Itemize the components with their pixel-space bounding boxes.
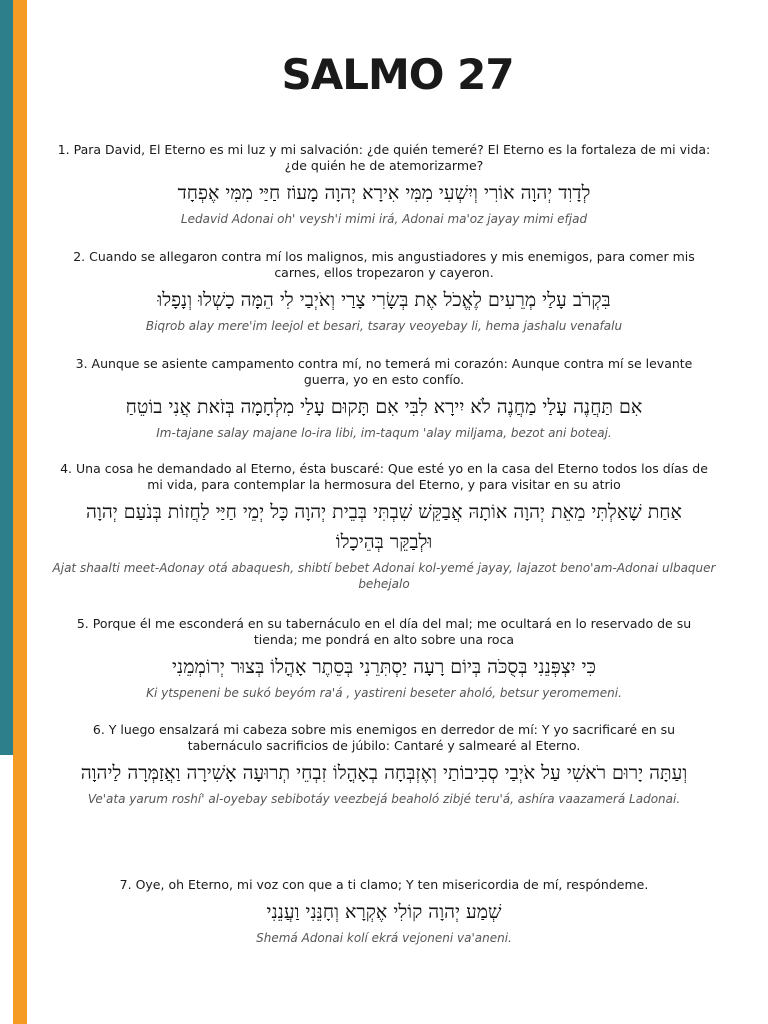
verse-hebrew: אִם תַּחֲנֶה עָלַי מַחֲנֶה לֹא יִירָא לִבִּי אִם תָּקוּם עָלַי מִלְחָמָה בְּזֹאת אֲנִי בוֹטֵחַ [125, 396, 643, 418]
verse-7 [50, 877, 718, 946]
verse-spanish: 1. Para David, El Eterno es mi luz y mi salvación: ¿de quién temeré? El Eterno es la fortaleza de mi vida: ¿de quién he de atemorizarme? [57, 142, 711, 173]
verse-hebrew: שְׁמַע יְהוָה קוֹלִי אֶקְרָא וְחָנֵּנִי וַעֲנֵנִי [266, 901, 502, 923]
verse-transliteration: Ajat shaalti meet-Adonay otá abaquesh, shibtí bebet Adonai kol-yemé jayay, lajazot beno'am-Adonai ulbaquer behejalo [52, 561, 716, 591]
verse-hebrew: וְעַתָּה יָרוּם רֹאשִׁי עַל אֹיְבַי סְבִיבוֹתַי וְאֶזְבְּחָה בְאָהֳלוֹ זִבְחֵי תְרוּעָה אָשִׁירָה וַאֲזַמְּרָה לַיהוָה [80, 762, 688, 784]
verse-5 [50, 616, 718, 701]
verse-spanish: 6. Y luego ensalzará mi cabeza sobre mis enemigos en derredor de mí: Y yo sacrificaré en su tabernáculo sacrificios de júbilo: Cantaré y salmearé al Eterno. [92, 722, 676, 753]
teal-side-bar [0, 0, 13, 755]
verse-hebrew: כִּי יִצְפְּנֵנִי בְּסֻכֹּה בְּיוֹם רָעָה יַסְתִּרֵנִי בְּסֵתֶר אָהֳלוֹ בְּצוּר יְרוֹמְמֵנִי [172, 656, 596, 678]
verse-spanish: 3. Aunque se asiente campamento contra mí, no temerá mi corazón: Aunque contra mí se levante guerra, yo en esto confío. [75, 356, 693, 387]
verse-transliteration: Im-tajane salay majane lo-ira libi, im-taqum 'alay miljama, bezot ani boteaj. [156, 426, 612, 440]
verse-spanish: 4. Una cosa he demandado al Eterno, ésta buscaré: Que esté yo en la casa del Eterno todos los días de mi vida, para contemplar la hermosura del Eterno, y para visitar en su atrio [60, 461, 708, 492]
verse-spanish: 2. Cuando se allegaron contra mí los malignos, mis angustiadores y mis enemigos, para comer mis carnes, ellos tropezaron y cayeron. [73, 249, 695, 280]
verse-hebrew: אַחַת שָׁאַלְתִּי מֵאֵת יְהוָה אוֹתָהּ אֲבַקֵּשׁ שִׁבְתִּי בְּבֵית יְהוָה כָּל יְמֵי חַיַּי לַחֲזוֹת בְּנֹעַם יְהוָה וּלְבַקֵּר בְּהֵיכָלוֹ [86, 501, 682, 553]
verse-transliteration: Ledavid Adonai oh' veysh'i mimi irá, Adonai ma'oz jayay mimi efjad [180, 212, 588, 226]
verse-1 [50, 142, 718, 227]
verse-spanish: 5. Porque él me esconderá en su tabernáculo en el día del mal; me ocultará en lo reservado de su tienda; me pondrá en alto sobre una roca [76, 616, 692, 647]
verse-3 [50, 356, 718, 441]
verse-hebrew: לְדָוִד יְהוָה אוֹרִי וְיִשְׁעִי מִמִּי אִירָא יְהוָה מָעוֹז חַיַּי מִמִּי אֶפְחָד [177, 182, 591, 204]
orange-side-bar [13, 0, 27, 1024]
verse-hebrew: בִּקְרֹב עָלַי מְרֵעִים לֶאֱכֹל אֶת בְּשָׂרִי צָרַי וְאֹיְבַי לִי הֵמָּה כָשְׁלוּ וְנָפָלוּ [157, 289, 611, 311]
verse-transliteration: Shemá Adonai kolí ekrá vejoneni va'aneni. [256, 931, 512, 945]
verse-spanish: 7. Oye, oh Eterno, mi voz con que a ti clamo; Y ten misericordia de mí, respóndeme. [119, 877, 649, 892]
verse-transliteration: Biqrob alay mere'im leejol et besari, tsaray veoyebay li, hema jashalu venafalu [145, 319, 623, 333]
verse-2 [50, 249, 718, 334]
verse-transliteration: Ki ytspeneni be sukó beyóm ra'á , yastireni beseter aholó, betsur yeromemeni. [146, 686, 622, 700]
verse-4 [50, 461, 718, 592]
verse-6 [50, 722, 718, 807]
page-title: SALMO 27 [281, 50, 514, 99]
verse-transliteration: Ve'ata yarum roshí' al-oyebay sebibotáy veezbejá beaholó zibjé teru'á, ashíra vaazamerá Ladonai. [87, 792, 681, 806]
